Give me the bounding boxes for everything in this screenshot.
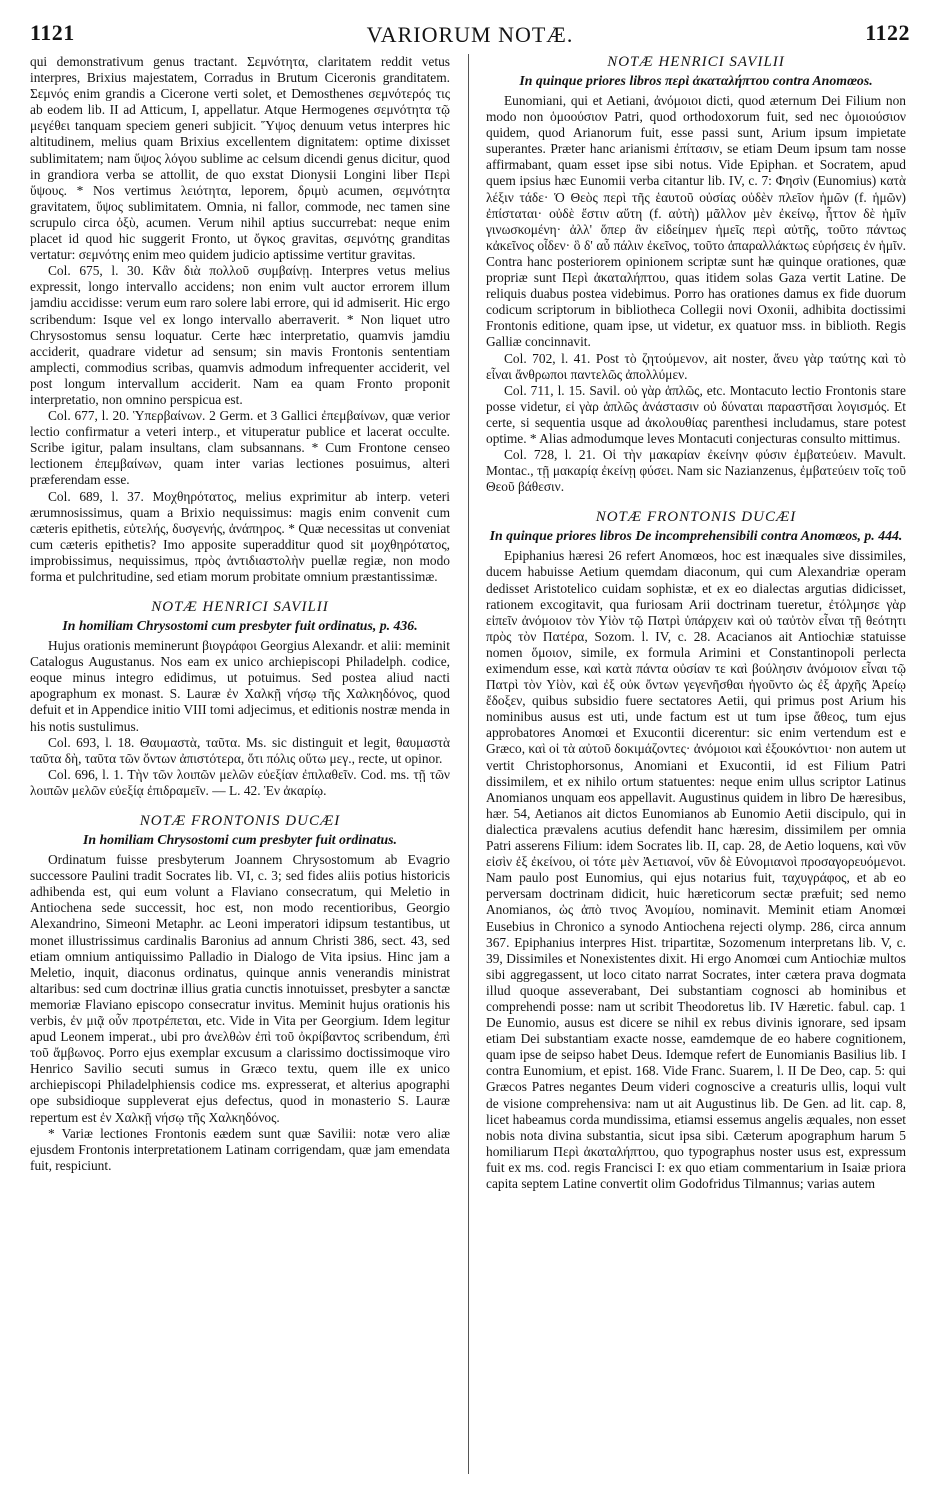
running-title: VARIORUM NOTÆ.	[366, 22, 574, 47]
column-number-right: 1122	[865, 20, 910, 45]
paragraph: Col. 693, l. 18. Θαυμαστὰ, ταῦτα. Ms. sic distinguit et legit, θαυμαστὰ ταῦτα δὴ, ταῦτα τῶν ὄντων ἀπιστότερα, ὅτι πόλις οὕτω μεγ., recte, ut opinor.	[30, 734, 450, 766]
paragraph: Col. 702, l. 41. Post τὸ ζητούμενον, ait noster, ἄνευ γὰρ ταύτης καὶ τὸ εἶναι ἄνθρωποι παντελῶς ἀπολλύμεν.	[486, 350, 906, 382]
section-title: NOTÆ HENRICI SAVILII	[151, 599, 329, 616]
section-subtitle: In homiliam Chrysostomi cum presbyter fuit ordinatus, p. 436.	[62, 618, 418, 634]
paragraph: Col. 689, l. 37. Μοχθηρότατος, melius exprimitur ab interp. veteri ærumnosissimus, quam a Brixio nequissimus: magis enim convenit cum cæteris epithetis, εὐτελής, δυσγενής, ἀνάπηρος. * Quæ necessitas ut conveniat cum cæteris epithetis? Imo apposite superadditur quod sit μοχθηρότατος, improbissimus, nequissimus, πρὸς ἀντιδιαστολὴν puellæ regiæ, non modo forma et pulchritudine, sed etiam morum probitate omnium præstantissimæ.	[30, 488, 450, 584]
right-column	[486, 54, 906, 1484]
paragraph: Eunomiani, qui et Aetiani, ἀνόμοιοι dicti, quod æternum Dei Filium non modo non ὁμοούσιον Patri, quod orthodoxorum fuit, sed nec ὁμοιούσιον quidem, quod Arianorum fuit, esse passi sunt, Arium ipsum impietate superantes. Præter hanc arianismi ἐπίτασιν, se etiam Deum ipsum tam nosse affirmabant, quam esset ipse sibi notus. Vide Epiphan. et Socratem, apud quem ipsius hæc Eunomii verba citantur lib. IV, c. 7: Φησὶν (Eunomius) κατὰ λέξιν τάδε· Ὁ Θεὸς περὶ τῆς ἑαυτοῦ οὐσίας οὐδὲν πλεῖον ἡμῶν (f. ἡμῶν) ἐπίσταται· οὐδὲ ἔστιν αὕτη (f. αὐτὴ) μᾶλλον μὲν ἐκείνῳ, ἧττον δὲ ἡμῖν γινωσκομένη· ἀλλ' ὅπερ ἂν εἰδείημεν ἡμεῖς περὶ αὐτῆς, τοῦτο πάντως κἀκεῖνος οἶδεν· ὃ δ' αὖ πάλιν ἐκεῖνος, τοῦτο ἀπαραλλάκτως εὑρήσεις ἐν ἡμῖν. Contra hanc posteriorem opinionem scriptæ sunt hæ quinque orationes, quæ propriæ sunt Περὶ ἀκαταλήπτου, quas itidem solas Gaza vertit Latine. De reliquis duabus postea videbimus. Porro has orationes damus ex fide duorum codicum scriptorum in bibliotheca Collegii novi Oxonii, adhibita doctissimi Frontonis editione, quam ipse, ut videtur, ex quatuor mss. in biblioth. Regis Galliæ concinnavit.	[486, 93, 906, 350]
paragraph: Epiphanius hæresi 26 refert Anomœos, hoc est inæquales sive dissimiles, ducem habuisse Aetium quemdam diaconum, qui cum Alexandriæ operam dedisset Aristotelico cuidam sophistæ, et ex eo dialectas argutias didicisset, rationem excogitavit, qua furiosam Arii doctrinam tueretur, ἐτόλμησε γὰρ εἰπεῖν ἀνόμοιον τὸν Υἱὸν τῷ Πατρὶ ὑπάρχειν καὶ οὐ ταὐτὸν εἶναι τῇ θεότητι πρὸς τὸν Πατέρα, Sozom. l. IV, c. 28. Acacianos ait Antiochiæ statuisse nomen ὅμοιον, simile, ex formula Arimini et Constantinopoli perlecta eximendum esse, καὶ κατὰ πάντα οὐσίαν τε καὶ βούλησιν ἀνόμοιον εἶναι τῷ Πατρὶ τὸν Υἱὸν, καὶ ἐξ οὐκ ὄντων γεγενῆσθαι ἠγοῦντο ὡς ἐξ ἀρχῆς Ἀρείῳ ἔδοξεν, quibus subsidio fuere sectatores Aetii, qui primus post Arium his nominibus ausus est uti, unde factum est ut tum ipse ἄθεος, tum ejus approbatores Anomœi et Exucontii dicerentur: sic enim vertendum est e Græco, καὶ οἱ τὰ αὐτοῦ δοκιμάζοντες· ἀνόμοιοι καὶ ἐξουκόντιοι· non autem ut vertit Christophorsonus, Anomiani et Exucontii, id est Filium Patri dissimilem, et ex nihilo ortum statuentes: neque enim ullus scriptor Latinus Anomianos unquam eos appellavit. Augustinus quidem in libro De hæresibus, hær. 54, Aetianos ait dictos Eunomianos ab Eunomio Aetii discipulo, qui in dialectica prævalens acutius defendit hanc hæresim, dissimilem per omnia Patri asserens Filium: idem Socrates lib. II, cap. 28, de Aetio loquens, καὶ νῦν εἰσὶν ἐξ ἐκείνου, οἱ τότε μὲν Ἀετιανοί, νῦν δὲ Εὐνομιανοὶ προσαγορευόμενοι. Nam paulo post Eunomius, qui ejus notarius fuit, ταχυγράφος, et ab eo perversam doctrinam didicit, huic hæreticorum sectæ præfuit; sed nemo Anomianos, ὡς ἀπὸ τινος Ἀνομίου, nominavit. Meminit etiam Anomœi Eusebius in Chronico a synodo Antiochena rejecti olymp. 286, circa annum 367. Epiphanius interpres Hist. tripartitæ, Sozomenum interpretans lib. V, c. 39, Dissimiles et Nonexistentes dixit. Hi ergo Anomœi cum Antiochiæ multos sibi aggregassent, ut loco citato narrat Socrates, inter cætera prava dogmata illud quoque asseverabant, Dei substantiam cognosci ab hominibus et comprehendi posse: nam ut scribit Theodoretus lib. IV Hæretic. fabul. cap. 1 De Eunomio, ausus est dicere se nihil ex rebus divinis ignorare, sed ipsam etiam Dei substantiam exacte nosse, eamdemque de eo habere cognitionem, quam ipse de seipso habet Deus. Idemque refert de Eunomianis Basilius lib. I contra Eunomium, et epist. 168. Vide Franc. Suarem, l. II De Deo, cap. 5: qui Græcos Patres negantes Deum videri cognoscive a creaturis ullis, loqui vult de visione comprehensiva: nam ut ait Augustinus lib. De Gen. ad lit. cap. 8, licet habeamus corda mundissima, etiamsi essemus angelis æquales, non esset nobis nota divina substantia, sicut ipsa sibi. Cæterum apographum harum 5 homiliarum Περὶ ἀκαταλήπτου, quo typographus noster usus est, expressum fuit ex ms. cod. regis Francisci I: ex quo etiam commentarium in Isaiæ priora capita septem Latine convertit olim Godofridus Tilmannus; varias autem	[486, 548, 906, 1191]
column-number-left: 1121	[30, 20, 75, 45]
paragraph: Col. 696, l. 1. Τὴν τῶν λοιπῶν μελῶν εὐεξίαν ἐπιλαθεῖν. Cod. ms. τῇ τῶν λοιπῶν μελῶν εὐεξίᾳ ἐπιδραμεῖν. — L. 42. Ἐν ἀκαρίῳ.	[30, 766, 450, 798]
paragraph: * Variæ lectiones Frontonis eædem sunt quæ Savilii: notæ vero aliæ ejusdem Frontonis interpretationem Latinam corrigendam, quæ jam emendata fuit, respiciunt.	[30, 1125, 450, 1173]
section-title: NOTÆ FRONTONIS DUCÆI	[139, 813, 341, 830]
section-subtitle: In quinque priores libros περὶ ἀκαταλήπτου contra Anomœos.	[519, 73, 873, 88]
section-title: NOTÆ FRONTONIS DUCÆI	[595, 509, 797, 526]
left-column	[30, 54, 450, 1484]
section-subtitle: In homiliam Chrysostomi cum presbyter fuit ordinatus.	[83, 832, 397, 848]
paragraph: Col. 675, l. 30. Κἂν διὰ πολλοῦ συμβαίνῃ. Interpres vetus melius expressit, longo intervallo accidens; non enim vult auctor errorem illum jamdiu accidisse: verum eum raro solere labi errore, qui id admiserit. Hic ergo scribendum: Isque vel ex longo intervallo aberraverit. * Non liquet utro Chrysostomus sensu loquatur. Certe hæc interpretatio, quamvis jamdiu acciderit, quadrare videtur ad sensum; sin mavis Frontonis sententiam amplecti, commodius scribas, quamvis admodum infrequenter acciderit, vel post longum intervallum acciderit. Nam ea quam Fronto proponit interpretatio, non omnino perspicua est.	[30, 263, 450, 407]
paragraph: qui demonstrativum genus tractant. Σεμνότητα, claritatem reddit vetus interpres, Brixius majestatem, Corradus in Brutum Ciceronis granditatem. Σεμνός enim grandis a Cicerone verti solet, et Demosthenes σεμνότερός τις ab eodem lib. II ad Atticum, I, appellatur. Atque Hermogenes σεμνότητα τῷ μεγέθει tanquam speciem generi subjicit. Ὕψος denuum vetus interpres hic altitudinem, melius quam Brixius excellentem dignitatem: optime dixisset sublimitatem; nam ὕψος λόγου sublime ac celsum dicendi genus dicitur, quod in grandiora verba se attollit, de quo exstat Dionysii Longini liber Περὶ ὕψους. * Nos vertimus λειότητα, leporem, δριμὺ acumen, σεμνότητα gravitatem, ὕψος sublimitatem. Omnia, ni fallor, commode, nec tamen sine scrupulo circa ὀξὺ, acumen. Verum nihil aptius succurrebat: neque enim placet id quod hic suggerit Fronto, ut ὄγκος gravitas, σεμνότης granditas vertatur: σεμνότης enim meo quidem judicio aptissime vertitur gravitas.	[30, 54, 450, 263]
paragraph: Col. 711, l. 15. Savil. οὐ γὰρ ἁπλῶς, etc. Montacuto lectio Frontonis stare posse videtur, εἰ γὰρ ἁπλῶς ἀνάστασιν οὐ δύναται παραστῆσαι λογισμός. Et certe, si sequentia usque ad ἀκολουθίας parenthesi includamus, stare potest optime. * Alias admodumque leves Montacuti conjecturas consulto mittimus.	[486, 382, 906, 446]
paragraph: Hujus orationis meminerunt βιογράφοι Georgius Alexandr. et alii: meminit Catalogus Augustanus. Nos eam ex unico archiepiscopi Philadelph. codice, eoque minus integro edidimus, ut potuimus. Sed postea aliud nacti apographum ex monast. S. Lauræ ἐν Χαλκῇ νήσῳ τῆς Χαλκηδόνος, quod defuit et in Appendice initio VIII tomi adjecimus, et editionis nostræ menda in his notis sustulimus.	[30, 638, 450, 734]
page	[30, 14, 910, 1492]
running-header	[30, 14, 910, 54]
paragraph: Col. 728, l. 21. Οἱ τὴν μακαρίαν ἐκείνην φύσιν ἐμβατεύειν. Mavult. Montac., τῇ μακαρίᾳ ἐκείνῃ φύσει. Nam sic Nazianzenus, ἐμβατεύειν τοῖς τοῦ Θεοῦ βάθεσιν.	[486, 447, 906, 495]
paragraph: Ordinatum fuisse presbyterum Joannem Chrysostomum ab Evagrio successore Paulini tradit Socrates lib. VI, c. 3; sed fides aliis potius historicis adhibenda est, qui eum volunt a Flaviano consecratum, qui Meletio in Antiochena sede successit, hoc est, non modo recentioribus, Georgio Alexandrino, Simeoni Metaphr. ac Leoni imperatori idipsum testantibus, ut monet illustrissimus cardinalis Baronius ad annum Christi 386, sect. 43, sed etiam omnium antiquissimo Palladio in Dialogo de Vita ipsius. Hinc jam a Meletio, inquit, diaconus ordinatus, quinque annis venerandis ministrat altaribus: sed cum doctrinæ illius gratia cunctis innotuisset, presbyter a sanctæ memoriæ Flaviano episcopo consecratur invitus. Meminit hujus orationis his verbis, ἐν μιᾷ οὖν προτρέπεται, etc. Vide in Vita per Georgium. Idem legitur apud Leonem imperat., ubi pro ἀνελθὼν ἐπὶ τοῦ ὀκρίβαντος scribendum, ἐπὶ τοῦ ἄμβωνος. Porro ejus exemplar excusum a clarissimo doctissimoque viro Henrico Savilio secuti sumus in Græco textu, quem ille ex unico archiepiscopi Philadelphiensis codice ms. expresserat, et alterius apographi ope subsidioque suppleverat ejus defectus, quod in monasterio S. Lauræ repertum est ἐν Χαλκῇ νήσῳ τῆς Χαλκηδόνος.	[30, 852, 450, 1125]
section-title: NOTÆ HENRICI SAVILII	[607, 54, 785, 70]
section-subtitle: In quinque priores libros De incomprehensibili contra Anomœos, p. 444.	[489, 528, 903, 544]
paragraph: Col. 677, l. 20. Ὑπερβαίνων. 2 Germ. et 3 Gallici ἐπεμβαίνων, quæ verior lectio confirmatur a veteri interp., et vituperatur publice et lacerat occulte. Scribe igitur, palam insultans, clam subsannans. * Cum Frontone censeo lectionem ἐπεμβαίνων, quam inter varias lectiones posuimus, alteri præferendam esse.	[30, 408, 450, 488]
two-column-body	[30, 54, 910, 1484]
